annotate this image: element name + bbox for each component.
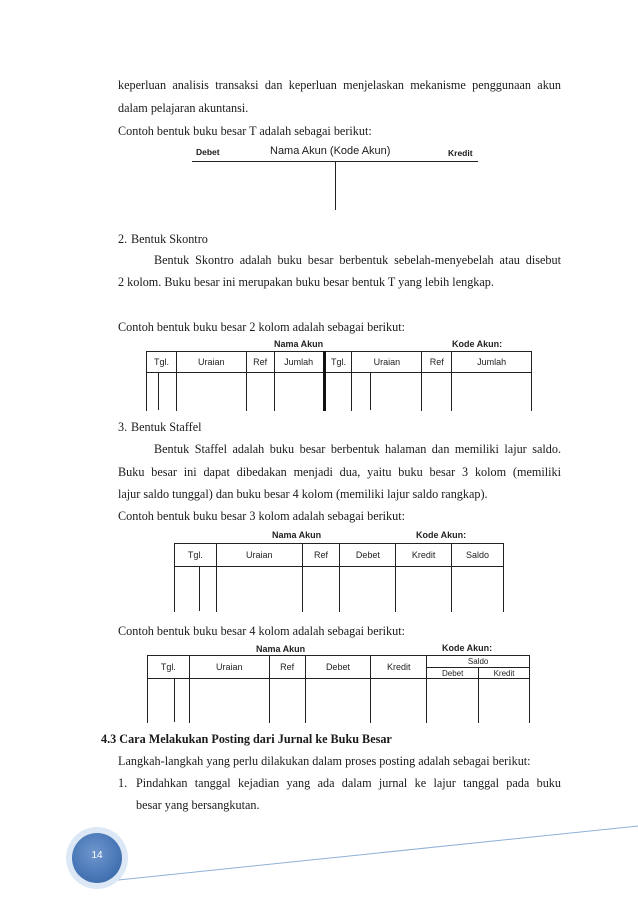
- paragraph-line: Pindahkan tanggal kejadian yang ada dalam jurnal ke lajur tanggal pada buku: [136, 776, 561, 790]
- table-header-cell: Kredit: [371, 656, 427, 679]
- list-number: 3.: [118, 420, 128, 434]
- table3-nama-akun: Nama Akun: [272, 530, 322, 540]
- table-header-cell: Tgl.: [324, 352, 352, 373]
- table-header-cell: Debet: [305, 656, 371, 679]
- table-header-cell: Uraian: [216, 544, 302, 567]
- table2-kode-akun: Kode Akun:: [452, 339, 503, 349]
- page-number: 14: [91, 850, 103, 861]
- table-header-cell: Tgl.: [147, 352, 177, 373]
- table-header-saldo-kredit: Kredit: [479, 668, 530, 679]
- paragraph-line: 2 kolom. Buku besar ini merupakan buku besar bentuk T yang lebih lengkap.: [118, 275, 494, 289]
- table-header-saldo: Saldo: [427, 656, 530, 668]
- table-header-cell: Tgl.: [148, 656, 190, 679]
- table-header-cell: Uraian: [189, 656, 269, 679]
- paragraph-line: dalam pelajaran akuntansi.: [118, 101, 249, 115]
- footer-curve-line: [118, 826, 638, 880]
- paragraph-line: Bentuk Skontro adalah buku besar berbentuk sebelah-menyebelah atau disebut: [154, 253, 561, 267]
- paragraph-line: Buku besar ini dapat dibedakan menjadi dua, yaitu buku besar 3 kolom (memiliki: [118, 465, 561, 479]
- table-header-cell: Kredit: [396, 544, 452, 567]
- table-header-cell: Ref: [269, 656, 305, 679]
- table2-nama-akun: Nama Akun: [274, 339, 324, 349]
- paragraph-line: Bentuk Staffel adalah buku besar berbentuk halaman dan memiliki lajur saldo.: [154, 442, 561, 456]
- list-number: 1.: [118, 776, 128, 790]
- table-header-cell: Uraian: [176, 352, 246, 373]
- section-title-4-3: 4.3 Cara Melakukan Posting dari Jurnal ke Buku Besar: [101, 732, 392, 746]
- section-heading-staffel: Bentuk Staffel: [131, 420, 202, 434]
- t-account-debet-label: Debet: [196, 147, 220, 157]
- table-header-saldo-debet: Debet: [427, 668, 479, 679]
- table-header-cell: Ref: [422, 352, 452, 373]
- paragraph-line: Contoh bentuk buku besar 3 kolom adalah sebagai berikut:: [118, 509, 406, 523]
- table-header-cell: Jumlah: [274, 352, 324, 373]
- section-heading-skontro: Bentuk Skontro: [131, 232, 208, 246]
- table-header-cell: Tgl.: [175, 544, 217, 567]
- table-header-cell: Ref: [302, 544, 340, 567]
- table3-kode-akun: Kode Akun:: [416, 530, 467, 540]
- table-header-cell: Ref: [246, 352, 274, 373]
- paragraph-line: Contoh bentuk buku besar T adalah sebagai berikut:: [118, 124, 372, 138]
- paragraph-line: Contoh bentuk buku besar 4 kolom adalah sebagai berikut:: [118, 624, 406, 638]
- table-header-cell: Uraian: [352, 352, 422, 373]
- table4-nama-akun: Nama Akun: [256, 644, 306, 654]
- table-header-cell: Debet: [340, 544, 396, 567]
- paragraph-line: Contoh bentuk buku besar 2 kolom adalah sebagai berikut:: [118, 320, 406, 334]
- list-number: 2.: [118, 232, 128, 246]
- paragraph-line: lajur saldo tunggal) dan buku besar 4 kolom (memiliki lajur saldo rangkap).: [118, 487, 488, 501]
- paragraph-line: besar yang bersangkutan.: [136, 798, 260, 812]
- t-account-kredit-label: Kredit: [448, 148, 473, 158]
- table4-kode-akun: Kode Akun:: [442, 643, 493, 653]
- t-account-title: Nama Akun (Kode Akun): [270, 145, 391, 157]
- table-header-cell: Jumlah: [452, 352, 532, 373]
- paragraph-line: keperluan analisis transaksi dan keperluan menjelaskan mekanisme penggunaan akun: [118, 78, 561, 92]
- paragraph-line: Langkah-langkah yang perlu dilakukan dalam proses posting adalah sebagai berikut:: [118, 754, 531, 768]
- table-header-cell: Saldo: [452, 544, 504, 567]
